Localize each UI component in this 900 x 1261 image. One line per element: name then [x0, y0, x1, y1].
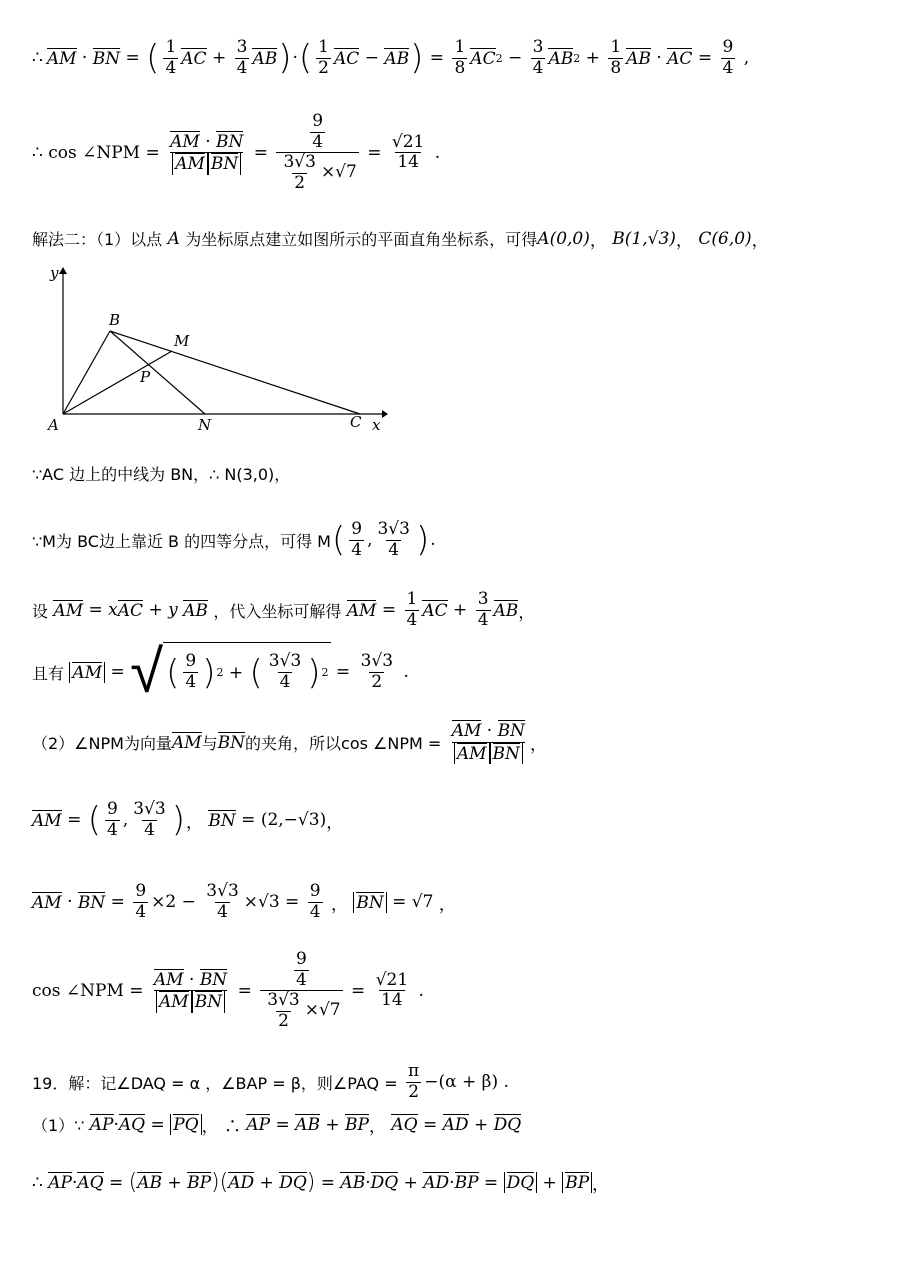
coordinate-diagram [30, 262, 400, 440]
line-cos-npm-2: cos ∠NPM = $\frac{AM \cdot BN}{\text{AM BN}}$ = $\frac{9}{4}$ $\frac{3√3}{2}$ ×√7 = $\frac{√21}{14}$ . [32, 949, 424, 1031]
fraction: $\frac{3}{4}$ [532, 37, 544, 78]
fraction: $\frac{1}{2}$ [318, 37, 329, 78]
line-part-two: （2）∠NPM为向量 AM 与 BN 的夹角，所以cos ∠NPM = $\frac{AM \cdot BN}{\text{AM BN}}$ ， [32, 721, 547, 764]
line-19-expansion: ∴ AP · AQ = ( AB + BP ) ( AD + DQ ) = AB · DQ + AD · BP = DQ + BP ， [32, 1170, 610, 1195]
line-cos-npm-1: ∴ cos ∠NPM = $\frac{AM \cdot BN}{\text{AM BN}}$ = $\frac{9}{4}$ $\frac{3√3}{2}$ ×√7 = $\frac{√21}{14}$ . [32, 111, 441, 193]
label-a: A [48, 416, 59, 434]
line-19-part1: （1）∵ AP · AQ = PQ ， ∴ AP = AB + BP ， AQ = AD + DQ [32, 1114, 522, 1137]
line-vectors: AM = ( $\frac{9}{4}$ , $\frac{3√3}{4}$ ) ， BN = (2,−√3) ， [32, 799, 344, 841]
line-dot-product: AM · BN = $\frac{9}{4}$ ×2 − $\frac{3√3}{4}$ ×√3 = $\frac{9}{4}$ ， BN = √7 ， [32, 881, 456, 922]
fraction: $\frac{\pi}{2}$ [408, 1061, 420, 1102]
vec-am: AM [46, 48, 77, 69]
fraction: $\frac{1}{8}$ [454, 37, 466, 78]
line-am-decomposition: 设 AM = x AC + y AB ，代入坐标可解得 AM = $\frac{1}{4}$ AC + $\frac{3}{4}$ AB ， [32, 589, 536, 630]
fraction: $\frac{3}{4}$ [236, 37, 248, 78]
line-problem-19: 19．解：记∠DAQ = α ，∠BAP = β，则∠PAQ = $\frac{\pi}{2}$ −(α + β) . [32, 1061, 509, 1102]
fraction: $\frac{9}{4}$ $\frac{3√3}{2}$ ×√7 [276, 112, 358, 193]
line-point-m: ∵M为 BC边上靠近 B 的四等分点，可得 M ( $\frac{9}{4}$ , $\frac{3√3}{4}$ ) . [32, 519, 436, 561]
fraction: $\frac{1}{4}$ [165, 37, 177, 78]
label-y: y [50, 264, 59, 282]
sqrt-expression: √ ( $\frac{9}{4}$ ) 2 + ( $\frac{3√3}{4}$ ) 2 [130, 637, 329, 707]
vec-bn: BN [92, 48, 121, 69]
label-p: P [140, 368, 151, 386]
line-median-bn: ∵AC 边上的中线为 BN，∴ N(3,0)， [32, 465, 291, 484]
fraction: $\frac{AM \cdot BN}{\text{AM BN}}$ [451, 721, 525, 764]
line-am-dot-bn: ∴ AM · BN = ( $\frac{1}{4}$ AC + $\frac{3}{4}$ AB ) · ( $\frac{1}{2}$ AC − AB ) = $\frac{1}{8}$ AC 2 − $\frac{3}{4}$ AB 2 + $\frac{1}{8}$ AB · AC = $\frac{9}{4}$ , [32, 37, 750, 79]
fraction: $\frac{√21}{14}$ [391, 131, 425, 173]
fraction: $\frac{9}{4}$ [309, 881, 321, 922]
label-n: N [198, 416, 212, 434]
fraction: $\frac{9}{4}$ [351, 519, 363, 560]
segment-ab [63, 331, 110, 414]
y-axis-arrow-icon [59, 267, 67, 274]
fraction: $\frac{AM \cdot BN}{\text{AM BN}}$ [170, 131, 244, 175]
fraction: $\frac{9}{4}$ $\frac{3√3}{2}$ ×√7 [260, 950, 342, 1031]
x-axis-arrow-icon [382, 410, 388, 418]
fraction: $\frac{3√3}{2}$ [360, 650, 394, 692]
fraction: $\frac{9}{4}$ [722, 37, 734, 78]
fraction: $\frac{AM \cdot BN}{\text{AM BN}}$ [153, 969, 228, 1013]
therefore-sign: ∴ [32, 48, 43, 69]
segment-bn [110, 331, 205, 414]
label-x: x [372, 416, 381, 434]
cos-label: ∴ cos ∠NPM = [32, 142, 160, 163]
label-c: C [350, 413, 362, 431]
line-method-two: 解法二：（1）以点 A 为坐标原点建立如图所示的平面直角坐标系，可得 A(0,0) ， B(1,√3) ， C(6,0) ， [32, 228, 769, 251]
line-am-length: 且有 AM = √ ( $\frac{9}{4}$ ) 2 + ( $\frac{3√3}{4}$ ) 2 = $\frac{3√3}{2}$ . [32, 637, 409, 707]
fraction: $\frac{3√3}{4}$ [377, 519, 410, 560]
label-b: B [109, 311, 121, 329]
fraction: $\frac{1}{8}$ [610, 37, 622, 78]
label-m: M [174, 332, 190, 350]
segment-am [63, 351, 172, 414]
